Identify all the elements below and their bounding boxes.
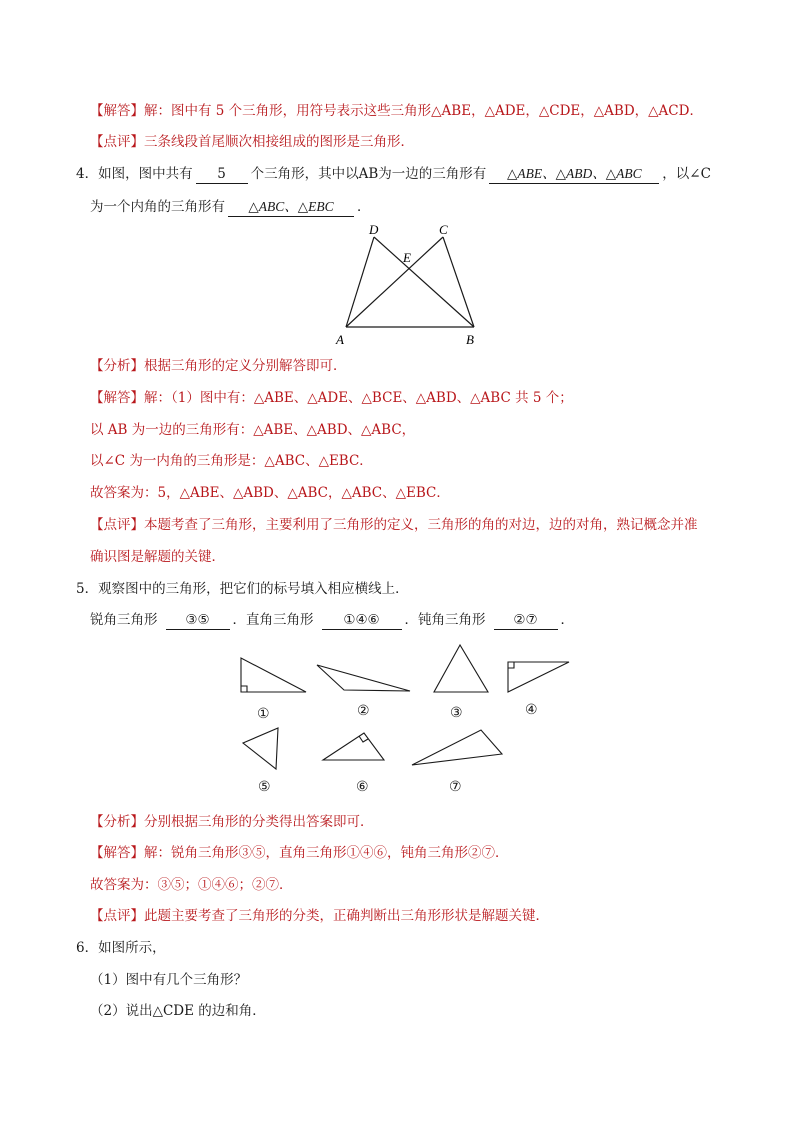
- triangle-1: [241, 658, 306, 692]
- answer-blank: ①④⑥: [322, 611, 402, 630]
- analysis-tag: 【分析】: [90, 814, 144, 830]
- comment-tag: 【点评】: [90, 517, 144, 533]
- answer-blank: △ABC、△EBC: [228, 198, 354, 217]
- q3-answer: [90, 101, 703, 121]
- segment-ad: [346, 237, 374, 327]
- triangle-label-7: ⑦: [449, 780, 462, 795]
- point-label-a: A: [336, 332, 344, 347]
- right-angle-mark: [241, 686, 247, 692]
- right-angle-mark: [508, 662, 514, 668]
- triangle-4: [508, 662, 569, 692]
- q5-blanks: 锐角三角形 ③⑤ ．直角三角形 ①④⑥ ．钝角三角形 ②⑦ ．: [90, 612, 574, 628]
- q5-analysis: 【分析】分别根据三角形的分类得出答案即可．: [90, 814, 374, 830]
- triangle-label-2: ②: [357, 704, 370, 719]
- answer-blank: ②⑦: [494, 611, 558, 630]
- triangle-label-4: ④: [525, 703, 538, 718]
- triangle-label-5: ⑤: [258, 780, 271, 795]
- point-label-d: D: [369, 222, 379, 237]
- q4-analysis: [90, 356, 347, 376]
- comment-text: 三条线段首尾顺次相接组成的图形是三角形．: [144, 134, 414, 150]
- triangle-label-6: ⑥: [356, 780, 369, 795]
- point-label-b: B: [466, 332, 474, 347]
- q5-answer-final: 故答案为：③⑤；①④⑥；②⑦．: [90, 877, 293, 893]
- triangle-7: [412, 730, 502, 765]
- triangle-6: [323, 733, 384, 760]
- q6-prompt: 6．如图所示，: [76, 940, 166, 956]
- triangle-5: [243, 728, 278, 769]
- segment-ac: [346, 237, 443, 327]
- comment-tag: 【点评】: [90, 134, 144, 150]
- answer-blank: ③⑤: [166, 611, 230, 630]
- answer-blank: △ABE、△ABD、△ABC: [489, 165, 659, 184]
- right-angle-mark: [359, 736, 368, 742]
- question-number: 5．: [76, 581, 99, 597]
- point-label-e: E: [403, 250, 411, 265]
- answer-tag: 【解答】: [90, 390, 144, 406]
- q4-comment-line2: 确识图是解题的关键．: [90, 549, 225, 565]
- answer-tag: 【解答】: [90, 845, 144, 861]
- triangle-label-3: ③: [450, 706, 463, 721]
- q4-answer-line3: 以∠C 为一内角的三角形是：△ABC、△EBC．: [90, 453, 373, 469]
- q4-comment-line1: 【点评】本题考查了三角形，主要利用了三角形的定义，三角形的角的对边，边的对角，熟记概念并准: [90, 517, 698, 533]
- answer-tag: 【解答】: [90, 103, 144, 119]
- analysis-tag: 【分析】: [90, 358, 144, 374]
- q6-sub2: （2）说出△CDE 的边和角．: [90, 1003, 266, 1019]
- q4-answer-line1: 【解答】解：（1）图中有：△ABE、△ADE、△BCE、△ABD、△ABC 共 5 个；: [90, 390, 573, 406]
- q5-answer: 【解答】解：锐角三角形③⑤，直角三角形①④⑥，钝角三角形②⑦．: [90, 845, 509, 861]
- triangle-label-1: ①: [257, 707, 270, 722]
- q4-answer-line2: 以 AB 为一边的三角形有：△ABE、△ABD、△ABC，: [90, 422, 416, 438]
- comment-tag: 【点评】: [90, 908, 144, 924]
- question-number: 6．: [76, 940, 99, 956]
- q6-sub1: （1）图中有几个三角形？: [90, 972, 248, 988]
- q3-comment: [90, 132, 414, 152]
- q5-comment: 【点评】此题主要考查了三角形的分类，正确判断出三角形形状是解题关键．: [90, 908, 549, 924]
- q4-question-line1: 4．如图，图中共有 5 个三角形，其中以AB为一边的三角形有 △ABE、△ABD、△ABC ，以∠C: [76, 166, 711, 182]
- triangle-3: [434, 645, 488, 692]
- answer-text: 解：图中有 5 个三角形，用符号表示这些三角形△ABE，△ADE，△CDE，△ABD，△ACD．: [144, 103, 703, 119]
- segment-bd: [374, 237, 474, 327]
- analysis-text: 根据三角形的定义分别解答即可．: [144, 358, 347, 374]
- segment-bc: [443, 237, 474, 327]
- triangle-2: [317, 665, 410, 691]
- point-label-c: C: [439, 222, 448, 237]
- question-number: 4．: [76, 166, 99, 182]
- q5-prompt: 5．观察图中的三角形，把它们的标号填入相应横线上．: [76, 581, 409, 597]
- q4-question-line2: 为一个内角的三角形有 △ABC、△EBC ．: [90, 199, 371, 215]
- q4-answer-line4: 故答案为：5，△ABE、△ABD、△ABC，△ABC、△EBC．: [90, 485, 450, 501]
- answer-blank: 5: [196, 165, 248, 184]
